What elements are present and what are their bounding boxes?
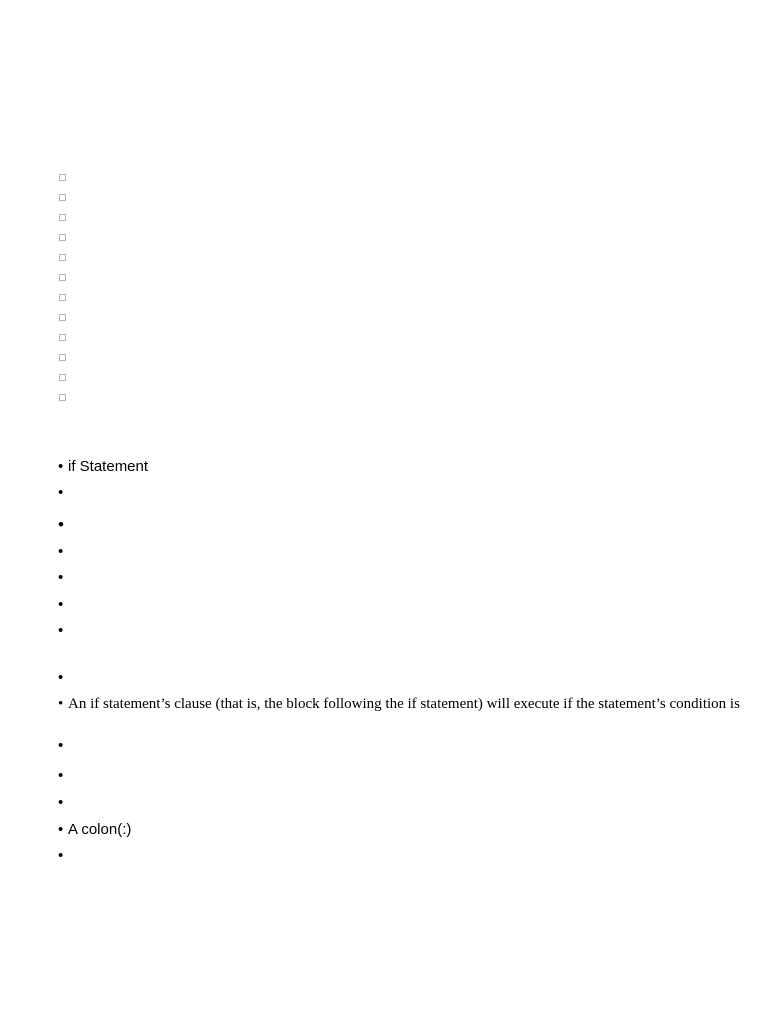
list-item: [58, 622, 68, 640]
bullet-icon: •: [58, 569, 64, 586]
list-item: [58, 794, 68, 812]
bullet-icon: •: [58, 543, 64, 560]
bullet-icon: •: [58, 794, 64, 811]
list-item-text: if Statement: [68, 458, 149, 475]
list-item: [58, 821, 131, 839]
list-item: [58, 596, 68, 614]
list-item: [58, 847, 68, 865]
list-item: [58, 669, 68, 687]
checkbox-10[interactable]: [59, 354, 66, 361]
bullet-icon: •: [58, 669, 64, 686]
list-item: [58, 737, 68, 755]
checkbox-1[interactable]: [59, 174, 66, 181]
checkbox-2[interactable]: [59, 194, 66, 201]
checkbox-6[interactable]: [59, 274, 66, 281]
checkbox-7[interactable]: [59, 294, 66, 301]
checkbox-3[interactable]: [59, 214, 66, 221]
bullet-icon: •: [58, 515, 64, 534]
list-item: [58, 543, 68, 561]
bullet-icon: •: [58, 458, 64, 475]
bullet-icon: •: [58, 596, 64, 613]
list-item: [58, 484, 68, 502]
list-item-text: An if statement’s clause (that is, the block following the if statement) will execute if the statement’s condition is: [68, 696, 740, 712]
bullet-icon: •: [58, 767, 64, 784]
bullet-icon: •: [58, 737, 64, 754]
bullet-icon: •: [58, 821, 64, 838]
list-item: [58, 516, 68, 535]
checkbox-8[interactable]: [59, 314, 66, 321]
bullet-icon: •: [58, 696, 64, 712]
checkbox-4[interactable]: [59, 234, 66, 241]
bullet-icon: •: [58, 847, 64, 864]
list-item: [58, 767, 68, 785]
list-item-text: A colon(:): [68, 821, 132, 838]
bullet-icon: •: [58, 622, 64, 639]
checkbox-12[interactable]: [59, 394, 66, 401]
bullet-icon: •: [58, 484, 64, 501]
list-item: [58, 569, 68, 587]
checkbox-5[interactable]: [59, 254, 66, 261]
list-item: [58, 695, 740, 713]
checkbox-11[interactable]: [59, 374, 66, 381]
list-item: [58, 458, 148, 476]
checkbox-9[interactable]: [59, 334, 66, 341]
